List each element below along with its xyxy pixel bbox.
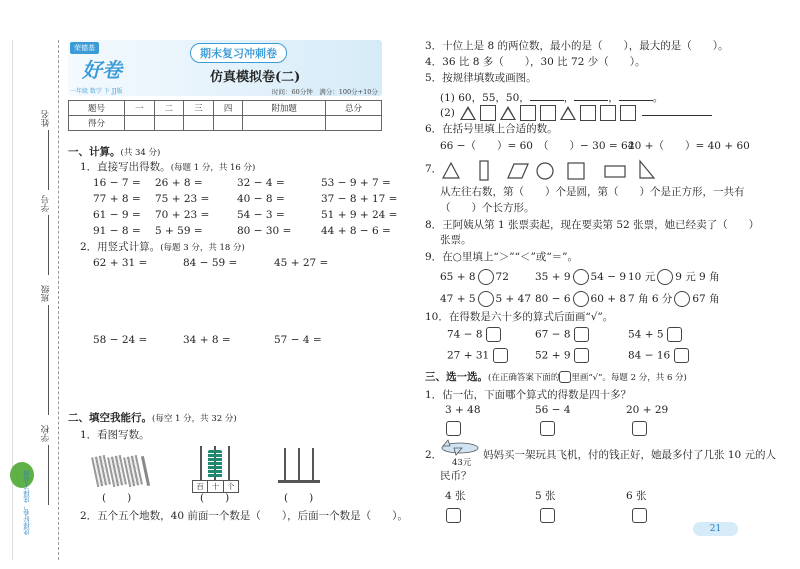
score-table-score-row — [69, 116, 382, 131]
choice-box[interactable] — [446, 505, 461, 524]
s3-q1-option: 56 − 4 — [535, 404, 571, 416]
score-header-cell: 附加题 — [243, 101, 325, 116]
check-expr: 74 − 8 — [447, 328, 483, 341]
s3-q1-option: 20 + 29 — [626, 404, 669, 416]
triangle-icon — [500, 106, 516, 120]
page-number: 21 — [693, 522, 738, 536]
shape-circle — [537, 163, 553, 179]
number-line — [48, 215, 49, 275]
s3-q1-option: 3 + 48 — [445, 404, 481, 416]
mental-item: 70 + 23 = — [155, 209, 210, 221]
plane-tail — [443, 440, 450, 446]
brand-tag: 荣德基 — [70, 42, 99, 54]
score-cell[interactable] — [213, 116, 243, 131]
shape-parallelogram — [508, 164, 528, 178]
compare-left: 7 角 6 分 — [628, 293, 673, 305]
score-header-cell: 三 — [184, 101, 214, 116]
section-3-heading — [425, 371, 687, 384]
banner-label: 期末复习冲刺卷 — [190, 43, 287, 63]
mental-item: 75 + 23 = — [155, 193, 210, 205]
check-expr: 27 + 31 — [447, 349, 490, 362]
mental-item: 77 + 8 = — [93, 193, 141, 205]
square-icon — [580, 105, 596, 121]
square-icon — [540, 105, 556, 121]
score-cell[interactable] — [243, 116, 325, 131]
side-label-school: 学校 — [41, 425, 51, 442]
mental-item: 51 + 9 + 24 = — [321, 209, 398, 221]
score-cell[interactable] — [184, 116, 214, 131]
q6-item: 20 +（ ）= 40 + 60 — [628, 140, 750, 152]
triangle-icon — [560, 106, 576, 120]
exam-title: 仿真模拟卷(二) — [210, 70, 301, 85]
s3-q2-option: 4 张 — [445, 490, 466, 502]
shape-rectangle — [605, 166, 625, 177]
check-box[interactable] — [486, 327, 501, 342]
score-cell[interactable] — [154, 116, 184, 131]
check-item — [535, 348, 589, 363]
q5-2-label: (2) — [440, 107, 455, 119]
choice-box[interactable] — [632, 505, 647, 524]
compare-left: 65 + 8 — [440, 271, 476, 283]
score-table-header-row — [69, 101, 382, 116]
section-3-note-a: (在正确答案下面的 — [488, 373, 560, 383]
score-table — [68, 100, 382, 131]
choice-box[interactable] — [540, 505, 555, 524]
score-header-cell: 四 — [213, 101, 243, 116]
s2-q4: 4．36 比 8 多（ ），30 比 72 少（ ）。 — [425, 56, 646, 68]
compare-circle[interactable] — [573, 291, 589, 307]
shape-square — [568, 163, 584, 179]
check-expr: 67 − 8 — [535, 328, 571, 341]
q6-item: 66 −（ ）= 60 — [440, 140, 533, 152]
s1-q1 — [80, 161, 255, 174]
check-expr: 52 + 9 — [535, 349, 571, 362]
s1-q2 — [80, 241, 245, 254]
compare-left: 10 元 — [628, 271, 656, 283]
compare-circle[interactable] — [657, 269, 673, 285]
score-header-cell: 二 — [154, 101, 184, 116]
compare-circle[interactable] — [573, 269, 589, 285]
shapes-row — [440, 158, 740, 182]
binding-dashed-line — [58, 40, 59, 560]
s1-q1-label: 1．直接写出得数。 — [80, 161, 171, 173]
score-cell[interactable] — [125, 116, 155, 131]
vertical-item: 62 + 31 = — [93, 257, 148, 269]
school-line — [48, 445, 49, 505]
section-3-note-b: 里画“√”。每题 2 分，共 6 分) — [571, 373, 687, 383]
square-icon — [620, 105, 636, 121]
mental-item: 40 − 8 = — [237, 193, 285, 205]
q7-text-1: 从左往右数，第（ ）个是圆，第（ ）个是正方形，一共有 — [440, 186, 745, 198]
choice-box-icon — [540, 508, 555, 523]
s1-q2-label: 2．用竖式计算。 — [80, 241, 161, 253]
score-header-cell: 一 — [125, 101, 155, 116]
grade-subtitle: 一年级 数学 下 JJ版 — [70, 88, 123, 95]
price-tag: 43元 — [452, 458, 472, 468]
vertical-item: 34 + 8 = — [183, 334, 231, 346]
s2-q5: 5．按规律填数或画图。 — [425, 72, 537, 84]
mental-item: 80 − 30 = — [237, 225, 292, 237]
mental-item: 44 + 8 − 6 = — [321, 225, 391, 237]
s1-q2-note: (每题 3 分，共 18 分) — [160, 243, 245, 253]
choice-box-icon — [632, 421, 647, 436]
compare-left: 47 + 5 — [440, 293, 476, 305]
abacus-image — [192, 446, 237, 492]
mental-item: 91 − 8 = — [93, 225, 141, 237]
vertical-item: 57 − 4 = — [274, 334, 322, 346]
check-box[interactable] — [574, 327, 589, 342]
s3-q1: 1．估一估，下面哪个算式的得数是四十多？ — [425, 389, 632, 401]
mental-item: 5 + 59 = — [155, 225, 203, 237]
check-box[interactable] — [493, 348, 508, 363]
q6-item: （ ）− 30 = 64 — [538, 140, 635, 152]
square-icon — [480, 105, 496, 121]
square-icon — [600, 105, 616, 121]
score-header-cell: 题号 — [69, 101, 125, 116]
score-cell[interactable] — [325, 116, 381, 131]
class-line — [48, 305, 49, 415]
compare-item — [628, 269, 720, 285]
choice-box-icon — [632, 508, 647, 523]
mental-item: 16 − 7 = — [93, 177, 141, 189]
choice-box-icon — [446, 508, 461, 523]
s3-q2-option: 5 张 — [535, 490, 556, 502]
score-header-cell: 总分 — [325, 101, 381, 116]
section-1-title: 一、计算。 — [68, 146, 121, 158]
section-1-heading — [68, 146, 160, 159]
shape-rectangle — [480, 161, 488, 180]
answer-blank[interactable] — [574, 89, 608, 101]
answer-blank[interactable] — [642, 104, 712, 116]
box-icon — [559, 371, 571, 383]
logo-text: 好卷 — [82, 58, 122, 82]
answer-paren[interactable]: ( ) — [200, 492, 230, 504]
check-box[interactable] — [667, 327, 682, 342]
compare-circle[interactable] — [478, 291, 494, 307]
square-icon — [520, 105, 536, 121]
choice-box-icon — [446, 421, 461, 436]
choice-box[interactable] — [446, 418, 461, 437]
s2-q1: 1．看图写数。 — [80, 429, 150, 441]
s2-q2: 2．五个五个地数，40 前面一个数是（ ），后面一个数是（ ）。 — [80, 510, 408, 522]
s2-q3: 3．十位上是 8 的两位数，最小的是（ ），最大的是（ ）。 — [425, 40, 729, 52]
choice-box-icon — [540, 421, 555, 436]
abacus-label-tens: 十 — [208, 481, 223, 492]
compare-item — [628, 291, 720, 307]
compare-item — [440, 291, 531, 307]
compare-right: 5 + 47 — [495, 293, 532, 305]
mental-item: 37 − 8 + 17 = — [321, 193, 398, 205]
section-3-title: 三、选一选。 — [425, 371, 488, 383]
q7-text-2: （ ）个长方形。 — [440, 202, 535, 214]
mental-item: 32 − 4 = — [237, 177, 285, 189]
counter-image — [278, 448, 322, 488]
s2-q8-tail: 张票。 — [440, 234, 472, 246]
compare-right: 72 — [495, 271, 509, 283]
s3-q2-num: 2． — [425, 449, 443, 461]
mental-item: 61 − 9 = — [93, 209, 141, 221]
time-info: 时间：60分钟 满分：100分+10分 — [272, 88, 378, 96]
s2-q7: 7． — [425, 163, 443, 175]
s2-q8: 8．王阿姨从第 1 张票卖起，现在要卖第 52 张票，她已经卖了（ ） — [425, 219, 760, 231]
check-item — [535, 327, 589, 342]
abacus-label-ones: 个 — [227, 482, 235, 491]
side-label-class: 班级 — [41, 285, 51, 302]
section-2-heading — [68, 412, 237, 425]
s2-q6: 6．在括号里填上合适的数。 — [425, 123, 558, 135]
s2-q5-2 — [440, 104, 712, 121]
s3-q2-text-1: 妈妈买一架玩具飞机，付的钱正好，她最多付了几张 10 元的人 — [483, 449, 777, 461]
s2-q5-1: (1) 60，55，50， ， ， 。 — [440, 89, 663, 105]
s3-q2-text-2: 民币？ — [440, 470, 472, 482]
compare-left: 80 − 6 — [535, 293, 571, 305]
check-expr: 84 − 16 — [628, 349, 671, 362]
vertical-item: 84 − 59 = — [183, 257, 238, 269]
choice-box[interactable] — [540, 418, 555, 437]
side-label-name: 姓名 — [41, 110, 51, 127]
triangle-icon — [460, 106, 476, 120]
compare-circle[interactable] — [674, 291, 690, 307]
section-2-score: (每空 1 分，共 32 分) — [152, 414, 237, 424]
vertical-item: 58 − 24 = — [93, 334, 148, 346]
check-box[interactable] — [674, 348, 689, 363]
answer-blank[interactable] — [530, 89, 564, 101]
pattern-numbers: (1) 60，55，50， — [440, 92, 530, 104]
answer-blank[interactable] — [619, 89, 653, 101]
compare-right: 54 − 9 — [590, 271, 627, 283]
check-box[interactable] — [574, 348, 589, 363]
score-row-label: 得分 — [69, 116, 125, 131]
compare-item — [535, 291, 626, 307]
check-item — [628, 327, 682, 342]
check-item — [447, 348, 508, 363]
toy-plane-icon — [440, 438, 480, 456]
compare-item — [535, 269, 626, 285]
shape-right-triangle — [640, 161, 654, 178]
compare-right: 60 + 8 — [590, 293, 627, 305]
answer-paren[interactable]: ( ) — [102, 492, 132, 504]
section-1-score: (共 34 分) — [120, 148, 161, 158]
mental-item: 54 − 3 = — [237, 209, 285, 221]
s3-q2-option: 6 张 — [626, 490, 647, 502]
section-2-title: 二、填空我能行。 — [68, 412, 152, 424]
compare-left: 35 + 9 — [535, 271, 571, 283]
s1-q1-note: (每题 1 分，共 16 分) — [170, 163, 256, 173]
mental-item: 26 + 8 = — [155, 177, 203, 189]
check-expr: 54 + 5 — [628, 328, 664, 341]
name-line — [48, 130, 49, 190]
shapes-svg — [440, 158, 740, 182]
check-item — [447, 327, 501, 342]
abacus-label-hundreds: 百 — [193, 481, 208, 492]
answer-paren[interactable]: ( ) — [284, 492, 314, 504]
compare-item — [440, 269, 509, 285]
s2-q9: 9．在○里填上“＞”“＜”或“＝”。 — [425, 251, 579, 263]
choice-box[interactable] — [632, 418, 647, 437]
plane-svg — [440, 438, 480, 456]
side-bottom-note: 选择好卷，选择了品质 — [23, 470, 31, 535]
check-item — [628, 348, 689, 363]
shape-triangle — [443, 163, 459, 178]
sticks-bundle-image — [92, 452, 150, 488]
vertical-item: 45 + 27 = — [274, 257, 329, 269]
mental-item: 53 − 9 + 7 = — [321, 177, 391, 189]
s2-q10: 10．在得数是六十多的算式后面画“√”。 — [425, 311, 614, 323]
compare-right: 67 角 — [692, 293, 720, 305]
side-label-number: 学号 — [41, 195, 51, 212]
compare-right: 9 元 9 角 — [675, 271, 720, 283]
compare-circle[interactable] — [478, 269, 494, 285]
